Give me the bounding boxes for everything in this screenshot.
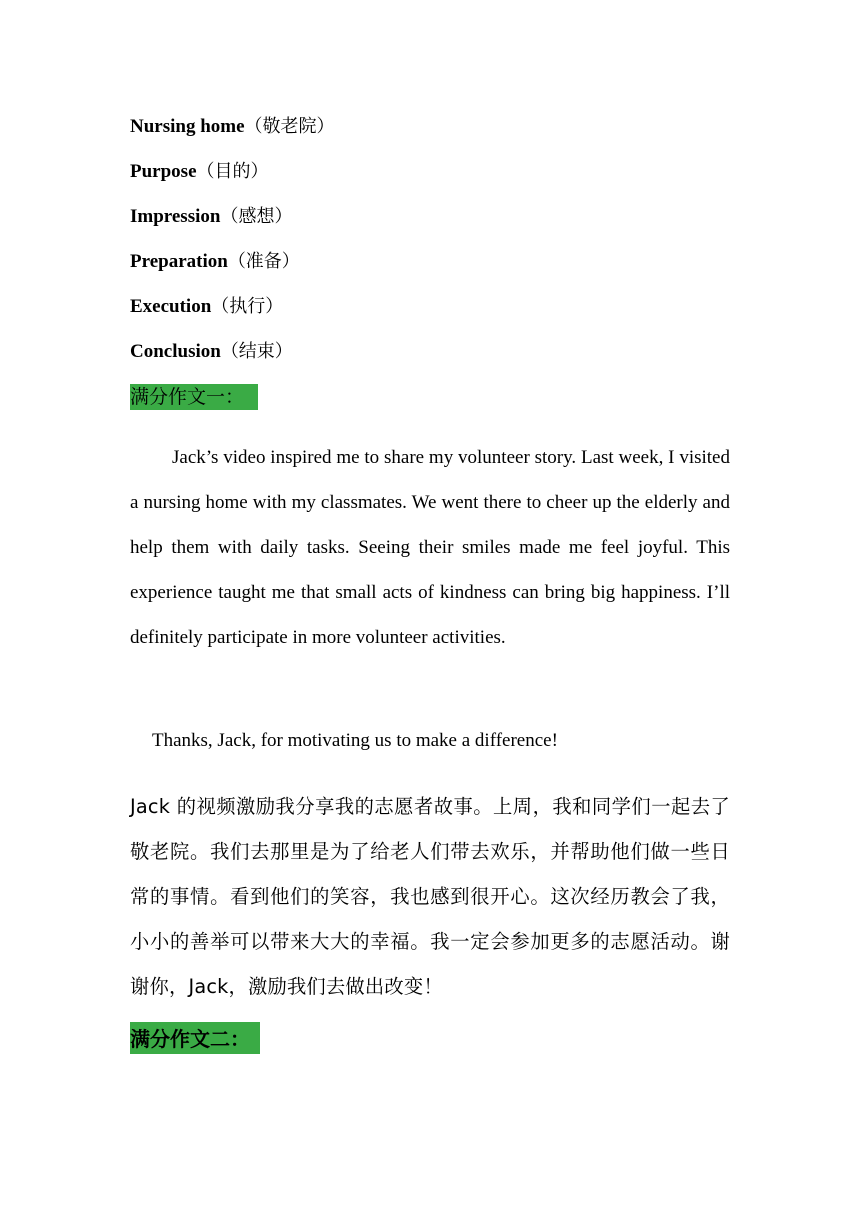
outline-term: Impression [130, 206, 221, 227]
outline-item-impression [130, 205, 292, 229]
outline-item-execution [130, 295, 283, 319]
outline-item-conclusion [130, 340, 293, 364]
outline-term: Execution [130, 296, 212, 317]
essay-one-translation: Jack 的视频激励我分享我的志愿者故事。上周，我和同学们一起去了敬老院。我们去那里是为了给老人们带去欢乐，并帮助他们做一些日常的事情。看到他们的笑容，我也感到很开心。这次经历教会了我，小小的善举可以带来大大的幸福。我一定会参加更多的志愿活动。谢谢你，Jack，激励我们去做出改变！ [130, 795, 730, 998]
outline-term: Purpose [130, 161, 197, 182]
outline-translation: （执行） [211, 296, 284, 317]
outline-term: Nursing home [130, 116, 245, 137]
essay-one-paragraph: Jack’s video inspired me to share my volunteer story. Last week, I visited a nursing home with my classmates. We went there to cheer up the elderly and help them with daily tasks. Seeing their smiles made me feel joyful. This experience taught me that small acts of kindness can bring big happiness. I’ll definitely participate in more volunteer activities. [130, 447, 730, 648]
outline-translation: （目的） [196, 161, 269, 182]
outline-term: Preparation [130, 251, 228, 272]
outline-item-preparation [130, 250, 300, 274]
essay-two-heading: 满分作文二： [130, 1022, 260, 1054]
outline-item-purpose [130, 160, 269, 184]
outline-term: Conclusion [130, 341, 221, 362]
outline-translation: （敬老院） [244, 116, 335, 137]
outline-translation: （准备） [227, 251, 300, 272]
outline-translation: （结束） [220, 341, 293, 362]
essay-one-closing: Thanks, Jack, for motivating us to make a difference! [152, 730, 558, 751]
outline-translation: （感想） [220, 206, 293, 227]
outline-item-nursing-home [130, 115, 335, 139]
essay-one-heading: 满分作文一： [130, 384, 258, 410]
